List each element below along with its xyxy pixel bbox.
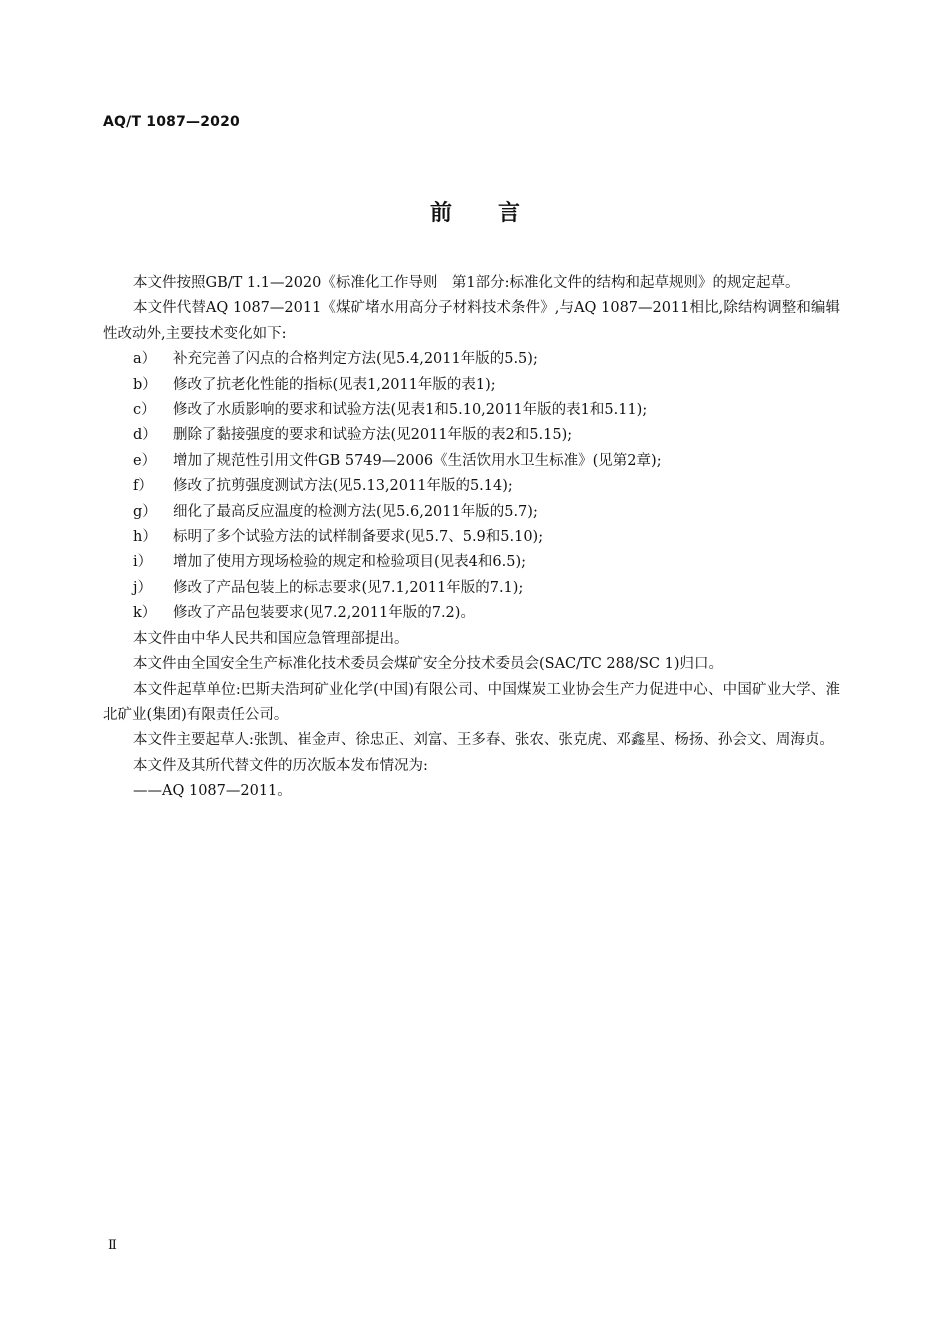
list-marker: i） xyxy=(133,554,153,571)
list-marker: e） xyxy=(133,452,157,469)
list-item xyxy=(103,373,840,398)
paragraph-technical-committee: 本文件由全国安全生产标准化技术委员会煤矿安全分技术委员会(SAC/TC 288/SC 1)归口。 xyxy=(133,656,723,673)
document-id: AQ/T 1087—2020 xyxy=(103,114,241,130)
page-title: 前言 xyxy=(429,201,566,226)
list-item xyxy=(103,525,840,550)
list-item xyxy=(103,398,840,423)
paragraph-drafters: 本文件主要起草人:张凯、崔金声、徐忠正、刘富、王多春、张农、张克虎、邓鑫星、杨扬、孙会文、周海贞。 xyxy=(133,732,834,749)
list-marker: j） xyxy=(133,579,152,596)
list-item xyxy=(103,423,840,448)
list-item-text: 删除了黏接强度的要求和试验方法(见2011年版的表2和5.15); xyxy=(173,427,573,444)
list-item xyxy=(103,550,840,575)
list-item-text: 增加了使用方现场检验的规定和检验项目(见表4和6.5); xyxy=(173,554,526,571)
list-item xyxy=(103,449,840,474)
paragraph-history-intro: 本文件及其所代替文件的历次版本发布情况为: xyxy=(133,757,428,774)
list-item xyxy=(103,500,840,525)
list-item-text: 修改了产品包装上的标志要求(见7.1,2011年版的7.1); xyxy=(173,579,524,596)
list-item-text: 增加了规范性引用文件GB 5749—2006《生活饮用水卫生标准》(见第2章); xyxy=(173,452,662,469)
list-item-text: 修改了抗老化性能的指标(见表1,2011年版的表1); xyxy=(173,376,496,393)
list-item xyxy=(103,474,840,499)
list-marker: b） xyxy=(133,376,157,393)
paragraph-proposer: 本文件由中华人民共和国应急管理部提出。 xyxy=(133,630,409,647)
list-item xyxy=(103,576,840,601)
page-number: Ⅱ xyxy=(108,1238,117,1253)
list-marker: g） xyxy=(133,503,157,520)
list-marker: f） xyxy=(133,478,153,495)
list-item-text: 修改了产品包装要求(见7.2,2011年版的7.2)。 xyxy=(173,605,475,622)
paragraph-drafting-units: 本文件起草单位:巴斯夫浩珂矿业化学(中国)有限公司、中国煤炭工业协会生产力促进中心、中国矿业大学、淮北矿业(集团)有限责任公司。 xyxy=(103,681,840,723)
foreword-body xyxy=(103,271,840,805)
history-entry: ——AQ 1087—2011。 xyxy=(133,783,292,800)
changes-list xyxy=(103,347,840,626)
list-item-text: 修改了水质影响的要求和试验方法(见表1和5.10,2011年版的表1和5.11); xyxy=(173,402,648,419)
list-marker: k） xyxy=(133,605,157,622)
list-item-text: 标明了多个试验方法的试样制备要求(见5.7、5.9和5.10); xyxy=(173,529,544,546)
list-item xyxy=(103,601,840,626)
list-item-text: 修改了抗剪强度测试方法(见5.13,2011年版的5.14); xyxy=(173,478,513,495)
list-item-text: 细化了最高反应温度的检测方法(见5.6,2011年版的5.7); xyxy=(173,503,538,520)
list-item-text: 补充完善了闪点的合格判定方法(见5.4,2011年版的5.5); xyxy=(173,351,538,368)
list-marker: h） xyxy=(133,529,157,546)
list-item xyxy=(103,347,840,372)
paragraph-drafting-rules: 本文件按照GB/T 1.1—2020《标准化工作导则 第1部分:标准化文件的结构和起草规则》的规定起草。 xyxy=(133,275,800,291)
list-marker: c） xyxy=(133,402,156,419)
list-marker: a） xyxy=(133,351,157,368)
list-marker: d） xyxy=(133,427,157,444)
paragraph-replacement: 本文件代替AQ 1087—2011《煤矿堵水用高分子材料技术条件》,与AQ 1087—2011相比,除结构调整和编辑性改动外,主要技术变化如下: xyxy=(103,300,840,342)
